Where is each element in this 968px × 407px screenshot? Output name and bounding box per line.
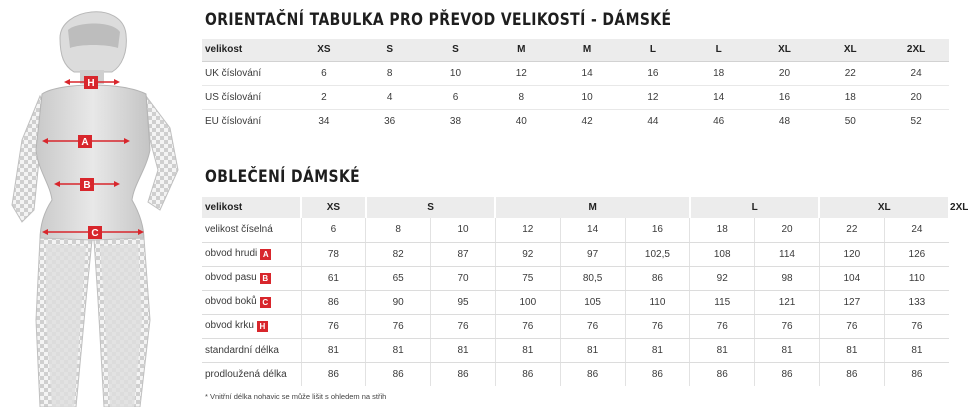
clothing-table-row — [202, 314, 949, 338]
row-label: obvod hrudi — [205, 248, 258, 259]
value-cell: 48 — [778, 115, 791, 127]
size-table-row — [202, 85, 949, 109]
value-cell: 110 — [625, 290, 690, 314]
value-cell: 76 — [819, 314, 884, 338]
svg-text:B: B — [83, 180, 91, 191]
value-cell: 80,5 — [560, 266, 625, 290]
value-cell: 18 — [686, 61, 752, 85]
value-cell: 76 — [884, 314, 949, 338]
value-cell: 18 — [690, 218, 755, 242]
row-label: obvod pasu — [205, 272, 257, 283]
value-cell: 90 — [366, 290, 431, 314]
size-group-header: M — [495, 197, 689, 218]
value-cell: 42 — [581, 115, 593, 127]
value-cell: 92 — [690, 266, 755, 290]
row-label: velikost číselná — [205, 224, 273, 236]
value-cell: 92 — [495, 242, 560, 266]
measure-badge: A — [260, 249, 271, 260]
clothing-header-label: velikost — [202, 197, 301, 218]
row-label-cell — [202, 61, 291, 85]
size-chart-title: ORIENTAČNÍ TABULKA PRO PŘEVOD VELIKOSTÍ - DÁMSKÉ — [205, 10, 672, 30]
value-cell: 22 — [817, 61, 883, 85]
row-label: US číslování — [205, 91, 262, 103]
clothing-table-header-row: velikost XS S M L XL 2XL — [202, 197, 949, 218]
value-cell: 2 — [291, 85, 357, 109]
value-cell: 108 — [690, 242, 755, 266]
value-cell: 98 — [755, 266, 820, 290]
clothing-measurements-table — [202, 197, 968, 386]
right-arm — [146, 96, 178, 210]
value-cell: 18 — [817, 85, 883, 109]
value-cell: 127 — [819, 290, 884, 314]
size-col-header: XL — [752, 39, 818, 61]
value-cell: 126 — [884, 242, 949, 266]
measure-badge: C — [260, 297, 271, 308]
value-cell: 14 — [686, 85, 752, 109]
value-cell: 40 — [515, 115, 527, 127]
value-cell: 36 — [384, 115, 396, 127]
size-col-header: L — [620, 39, 686, 61]
value-cell: 14 — [560, 218, 625, 242]
row-label-cell — [202, 266, 301, 290]
value-cell: 44 — [647, 115, 659, 127]
value-cell: 86 — [560, 362, 625, 386]
measure-badge-h — [84, 76, 98, 89]
value-cell: 46 — [713, 115, 725, 127]
size-col-header: M — [488, 39, 554, 61]
value-cell: 86 — [301, 290, 366, 314]
svg-text:A: A — [81, 137, 89, 148]
value-cell: 12 — [495, 218, 560, 242]
row-label-cell — [202, 109, 291, 133]
value-cell: 87 — [431, 242, 496, 266]
value-cell: 22 — [819, 218, 884, 242]
size-table-row — [202, 61, 949, 85]
value-cell: 6 — [423, 85, 489, 109]
row-label: obvod krku — [205, 320, 254, 331]
size-group-header: XS — [301, 197, 366, 218]
size-group-header: S — [366, 197, 496, 218]
value-cell: 12 — [620, 85, 686, 109]
value-cell: 110 — [884, 266, 949, 290]
svg-text:H: H — [87, 78, 95, 89]
clothing-table-row — [202, 218, 949, 242]
value-cell: 81 — [755, 338, 820, 362]
value-cell: 20 — [883, 85, 949, 109]
row-label: UK číslování — [205, 67, 262, 79]
value-cell: 61 — [301, 266, 366, 290]
value-cell: 6 — [291, 61, 357, 85]
value-cell: 76 — [366, 314, 431, 338]
value-cell: 100 — [495, 290, 560, 314]
value-cell: 76 — [301, 314, 366, 338]
value-cell: 86 — [819, 362, 884, 386]
row-label: obvod boků — [205, 296, 257, 307]
value-cell: 76 — [431, 314, 496, 338]
value-cell: 86 — [495, 362, 560, 386]
value-cell: 76 — [560, 314, 625, 338]
value-cell: 52 — [910, 115, 922, 127]
value-cell: 120 — [819, 242, 884, 266]
clothing-table-row — [202, 338, 949, 362]
size-group-header: L — [690, 197, 820, 218]
row-label-cell — [202, 242, 301, 266]
value-cell: 76 — [625, 314, 690, 338]
value-cell: 86 — [625, 362, 690, 386]
row-label: prodloužená délka — [205, 368, 287, 380]
value-cell: 8 — [488, 85, 554, 109]
clothing-table-row — [202, 242, 949, 266]
value-cell: 12 — [488, 61, 554, 85]
value-cell: 81 — [625, 338, 690, 362]
value-cell: 16 — [752, 85, 818, 109]
value-cell: 76 — [690, 314, 755, 338]
size-table-header-row — [202, 39, 949, 61]
value-cell: 8 — [357, 61, 423, 85]
value-cell: 81 — [301, 338, 366, 362]
value-cell: 50 — [844, 115, 856, 127]
row-label-cell — [202, 338, 301, 362]
footnote: * Vnitřní délka nohavic se může lišit s ohledem na střih — [205, 392, 387, 401]
size-group-header: XL — [819, 197, 949, 218]
value-cell: 81 — [431, 338, 496, 362]
value-cell: 16 — [620, 61, 686, 85]
value-cell: 81 — [884, 338, 949, 362]
clothing-table-row — [202, 266, 949, 290]
value-cell: 115 — [690, 290, 755, 314]
measure-badge: H — [257, 321, 268, 332]
value-cell: 34 — [318, 115, 330, 127]
value-cell: 121 — [755, 290, 820, 314]
measure-badge: B — [260, 273, 271, 284]
value-cell: 65 — [366, 266, 431, 290]
value-cell: 82 — [366, 242, 431, 266]
size-header-label: velikost — [202, 39, 291, 61]
size-col-header: S — [357, 39, 423, 61]
value-cell: 76 — [495, 314, 560, 338]
value-cell: 86 — [755, 362, 820, 386]
value-cell: 16 — [625, 218, 690, 242]
value-cell: 24 — [883, 61, 949, 85]
size-col-header: XL — [817, 39, 883, 61]
row-label: EU číslování — [205, 115, 262, 127]
size-col-header: L — [686, 39, 752, 61]
row-label-cell — [202, 290, 301, 314]
value-cell: 81 — [495, 338, 560, 362]
row-label-cell — [202, 362, 301, 386]
size-col-header: S — [423, 39, 489, 61]
body-measurement-figure — [0, 0, 200, 407]
row-label-cell — [202, 85, 291, 109]
measure-badge-a — [78, 135, 92, 148]
value-cell: 97 — [560, 242, 625, 266]
value-cell: 6 — [301, 218, 366, 242]
clothing-table-row — [202, 362, 949, 386]
value-cell: 20 — [752, 61, 818, 85]
value-cell: 86 — [431, 362, 496, 386]
value-cell: 14 — [554, 61, 620, 85]
value-cell: 10 — [431, 218, 496, 242]
value-cell: 10 — [554, 85, 620, 109]
size-col-header: M — [554, 39, 620, 61]
size-conversion-table — [202, 39, 949, 133]
size-table-row — [202, 109, 949, 133]
svg-text:C: C — [91, 228, 99, 239]
value-cell: 81 — [366, 338, 431, 362]
value-cell: 4 — [357, 85, 423, 109]
torso — [36, 85, 150, 240]
value-cell: 95 — [431, 290, 496, 314]
value-cell: 8 — [366, 218, 431, 242]
visor-shape — [68, 24, 120, 49]
value-cell: 24 — [884, 218, 949, 242]
row-label-cell — [202, 218, 301, 242]
measure-badge-b — [80, 178, 94, 191]
size-col-header: 2XL — [883, 39, 949, 61]
value-cell: 38 — [449, 115, 462, 127]
value-cell: 81 — [690, 338, 755, 362]
clothing-title: OBLEČENÍ DÁMSKÉ — [205, 167, 361, 187]
value-cell: 86 — [366, 362, 431, 386]
value-cell: 76 — [755, 314, 820, 338]
value-cell: 81 — [819, 338, 884, 362]
row-label-cell — [202, 314, 301, 338]
value-cell: 78 — [301, 242, 366, 266]
row-label: standardní délka — [205, 344, 279, 356]
value-cell: 104 — [819, 266, 884, 290]
value-cell: 102,5 — [625, 242, 690, 266]
size-col-header: XS — [291, 39, 357, 61]
value-cell: 10 — [423, 61, 489, 85]
value-cell: 81 — [560, 338, 625, 362]
measure-badge-c — [88, 226, 102, 239]
value-cell: 75 — [495, 266, 560, 290]
value-cell: 86 — [690, 362, 755, 386]
value-cell: 86 — [625, 266, 690, 290]
clothing-table-row — [202, 290, 949, 314]
value-cell: 86 — [301, 362, 366, 386]
value-cell: 86 — [911, 368, 923, 380]
value-cell: 20 — [755, 218, 820, 242]
value-cell: 114 — [755, 242, 820, 266]
value-cell: 133 — [884, 290, 949, 314]
value-cell: 105 — [560, 290, 625, 314]
value-cell: 70 — [431, 266, 496, 290]
